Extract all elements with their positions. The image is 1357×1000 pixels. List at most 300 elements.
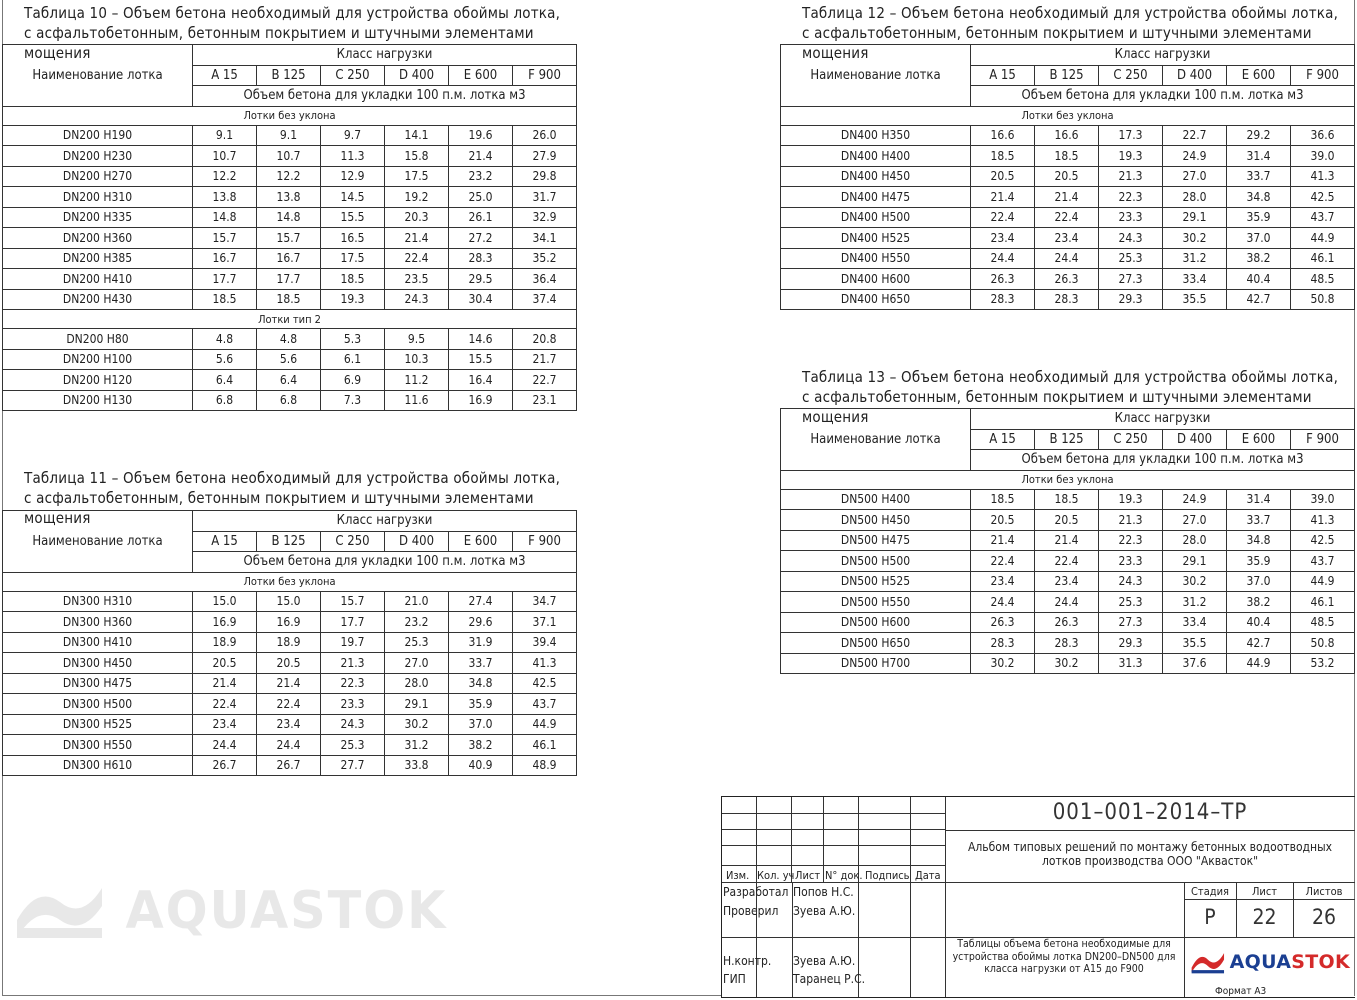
row-value: 22.4 [257, 694, 321, 715]
aquastok-wave-icon [12, 880, 107, 942]
row-value: 28.3 [971, 289, 1035, 310]
row-name: DN500 H450 [781, 510, 971, 531]
row-value: 13.8 [257, 187, 321, 208]
row-value: 29.1 [385, 694, 449, 715]
table-row [3, 146, 577, 167]
table-row [781, 146, 1355, 167]
row-value: 31.4 [1227, 146, 1291, 167]
row-value: 27.0 [1163, 166, 1227, 187]
row-value: 32.9 [513, 207, 577, 228]
row-value: 24.4 [193, 735, 257, 756]
table-row [3, 673, 577, 694]
row-value: 35.5 [1163, 289, 1227, 310]
row-value: 50.8 [1291, 633, 1355, 654]
row-value: 14.8 [257, 207, 321, 228]
table-12-caption: Таблица 12 – Объем бетона необходимый для устройства обоймы лотка, с асфальтобетонным, бетонным покрытием и штучными элементами мощения [802, 4, 1339, 62]
table-13 [780, 408, 1355, 674]
row-value: 22.4 [385, 248, 449, 269]
table-10 [2, 44, 577, 411]
column-header-name: Наименование лотка [781, 409, 971, 471]
row-value: 21.0 [385, 591, 449, 612]
table-13-caption: Таблица 13 – Объем бетона необходимый для устройства обоймы лотка, с асфальтобетонным, бетонным покрытием и штучными элементами мощения [802, 368, 1339, 426]
row-value: 5.6 [193, 349, 257, 370]
row-name: DN400 H650 [781, 289, 971, 310]
row-value: 38.2 [449, 735, 513, 756]
row-value: 41.3 [1291, 166, 1355, 187]
logo-text [1230, 951, 1350, 973]
row-value: 40.4 [1227, 612, 1291, 633]
row-name: DN200 H410 [3, 269, 193, 290]
table-row [3, 632, 577, 653]
tb-sheets-label: Листов [1305, 885, 1343, 898]
table-row [3, 289, 577, 310]
row-value: 27.0 [385, 653, 449, 674]
table-10-caption: Таблица 10 – Объем бетона необходимый для устройства обоймы лотка, с асфальтобетонным, бетонным покрытием и штучными элементами мощения [24, 4, 561, 62]
row-value: 21.4 [1035, 530, 1099, 551]
row-value: 36.4 [513, 269, 577, 290]
column-header-class: E 600 [449, 531, 513, 552]
row-value: 34.8 [1227, 530, 1291, 551]
row-value: 6.8 [257, 390, 321, 411]
column-header-class: A 15 [193, 531, 257, 552]
tb-role-developer: Разработал [723, 885, 789, 899]
row-value: 19.3 [1099, 146, 1163, 167]
column-header-class: B 125 [1035, 429, 1099, 450]
row-value: 6.1 [321, 349, 385, 370]
table-row [3, 612, 577, 633]
section-row [781, 470, 1355, 489]
row-value: 37.0 [1227, 571, 1291, 592]
row-value: 38.2 [1227, 248, 1291, 269]
row-name: DN400 H350 [781, 125, 971, 146]
row-name: DN200 H310 [3, 187, 193, 208]
table-row [3, 125, 577, 146]
table-row [781, 530, 1355, 551]
row-value: 19.3 [321, 289, 385, 310]
row-value: 33.8 [385, 755, 449, 776]
row-value: 30.2 [1163, 228, 1227, 249]
row-value: 28.3 [1035, 289, 1099, 310]
row-value: 29.6 [449, 612, 513, 633]
row-value: 35.2 [513, 248, 577, 269]
row-value: 6.4 [257, 370, 321, 391]
row-value: 26.0 [513, 125, 577, 146]
row-value: 21.3 [321, 653, 385, 674]
row-name: DN300 H475 [3, 673, 193, 694]
column-header-volume: Объем бетона для укладки 100 п.м. лотка м3 [971, 450, 1355, 471]
row-value: 33.7 [449, 653, 513, 674]
row-value: 15.0 [257, 591, 321, 612]
row-value: 19.7 [321, 632, 385, 653]
row-value: 31.2 [1163, 248, 1227, 269]
row-value: 23.4 [1035, 571, 1099, 592]
row-value: 23.5 [385, 269, 449, 290]
logo-text-aqua: AQUA [1229, 951, 1292, 973]
row-value: 39.0 [1291, 489, 1355, 510]
row-value: 23.4 [971, 571, 1035, 592]
row-value: 18.5 [321, 269, 385, 290]
row-value: 13.8 [193, 187, 257, 208]
table-12-block [780, 3, 1355, 310]
row-name: DN500 H475 [781, 530, 971, 551]
row-value: 27.4 [449, 591, 513, 612]
row-value: 14.8 [193, 207, 257, 228]
row-value: 22.7 [513, 370, 577, 391]
section-title: Лотки без уклона [781, 470, 1355, 489]
row-value: 30.2 [1035, 653, 1099, 674]
section-row [3, 310, 577, 329]
row-value: 12.9 [321, 166, 385, 187]
row-value: 9.7 [321, 125, 385, 146]
row-value: 22.4 [971, 207, 1035, 228]
row-value: 35.5 [1163, 633, 1227, 654]
row-name: DN400 H450 [781, 166, 971, 187]
row-name: DN500 H525 [781, 571, 971, 592]
column-header-class: B 125 [257, 65, 321, 86]
table-row [3, 390, 577, 411]
table-row [781, 187, 1355, 208]
table-row [3, 591, 577, 612]
row-value: 24.9 [1163, 146, 1227, 167]
row-value: 50.8 [1291, 289, 1355, 310]
tb-col-kol: Кол. уч [757, 869, 795, 882]
row-value: 28.0 [1163, 187, 1227, 208]
table-row [3, 653, 577, 674]
row-value: 26.1 [449, 207, 513, 228]
table-11 [2, 510, 577, 776]
row-name: DN500 H650 [781, 633, 971, 654]
row-value: 46.1 [513, 735, 577, 756]
tb-stage-value: Р [1204, 905, 1216, 929]
tb-role-checker: Проверил [723, 904, 779, 918]
row-name: DN200 H120 [3, 370, 193, 391]
row-name: DN300 H500 [3, 694, 193, 715]
row-value: 21.4 [193, 673, 257, 694]
row-value: 34.1 [513, 228, 577, 249]
section-title: Лотки без уклона [3, 106, 577, 125]
column-header-name: Наименование лотка [3, 45, 193, 107]
row-value: 10.7 [193, 146, 257, 167]
sheet-description: Таблицы объема бетона необходимые для устройства обоймы лотка DN200–DN500 для класса нагрузки от А15 до F900 [952, 938, 1176, 975]
row-name: DN300 H550 [3, 735, 193, 756]
album-title: Альбом типовых решений по монтажу бетонных водоотводных лотков производства ООО "Аквасток" [967, 840, 1332, 868]
row-value: 29.1 [1163, 207, 1227, 228]
row-value: 34.7 [513, 591, 577, 612]
table-row [3, 248, 577, 269]
column-header-class: C 250 [321, 65, 385, 86]
column-header-class: C 250 [321, 531, 385, 552]
row-value: 27.3 [1099, 612, 1163, 633]
section-row [781, 106, 1355, 125]
row-name: DN400 H475 [781, 187, 971, 208]
tb-name-developer: Попов Н.С. [793, 885, 854, 899]
row-value: 48.9 [513, 755, 577, 776]
row-value: 21.4 [971, 187, 1035, 208]
document-number: 001–001–2014–ТР [1052, 800, 1248, 825]
column-header-class: A 15 [971, 429, 1035, 450]
aquastok-logo [1190, 945, 1350, 979]
table-row [781, 248, 1355, 269]
row-name: DN200 H230 [3, 146, 193, 167]
table-row [781, 489, 1355, 510]
column-header-class: D 400 [385, 65, 449, 86]
row-value: 15.8 [385, 146, 449, 167]
aquastok-watermark [12, 876, 456, 946]
row-value: 44.9 [1291, 571, 1355, 592]
row-value: 43.7 [513, 694, 577, 715]
row-name: DN400 H525 [781, 228, 971, 249]
row-value: 27.3 [1099, 269, 1163, 290]
row-value: 10.3 [385, 349, 449, 370]
row-value: 31.9 [449, 632, 513, 653]
row-value: 24.3 [1099, 571, 1163, 592]
column-header-class: E 600 [1227, 429, 1291, 450]
table-row [781, 125, 1355, 146]
row-value: 24.3 [1099, 228, 1163, 249]
row-value: 25.3 [321, 735, 385, 756]
table-row [3, 269, 577, 290]
table-13-block [780, 367, 1355, 674]
row-value: 29.1 [1163, 551, 1227, 572]
row-value: 34.8 [449, 673, 513, 694]
row-value: 15.5 [321, 207, 385, 228]
row-value: 21.4 [385, 228, 449, 249]
row-value: 31.2 [1163, 592, 1227, 613]
table-row [781, 612, 1355, 633]
row-name: DN500 H700 [781, 653, 971, 674]
row-value: 23.3 [1099, 551, 1163, 572]
row-value: 31.7 [513, 187, 577, 208]
row-value: 37.6 [1163, 653, 1227, 674]
row-value: 20.5 [1035, 166, 1099, 187]
tb-role-gip: ГИП [723, 972, 746, 986]
column-header-name: Наименование лотка [781, 45, 971, 107]
table-row [3, 370, 577, 391]
row-value: 6.4 [193, 370, 257, 391]
row-value: 22.7 [1163, 125, 1227, 146]
row-value: 24.3 [385, 289, 449, 310]
row-value: 14.1 [385, 125, 449, 146]
row-name: DN400 H500 [781, 207, 971, 228]
row-value: 24.3 [321, 714, 385, 735]
column-header-class: C 250 [1099, 65, 1163, 86]
row-value: 18.5 [193, 289, 257, 310]
column-header-class: E 600 [449, 65, 513, 86]
row-value: 29.5 [449, 269, 513, 290]
column-header-class: F 900 [513, 65, 577, 86]
row-value: 21.7 [513, 349, 577, 370]
row-value: 27.7 [321, 755, 385, 776]
table-12 [780, 44, 1355, 310]
table-row [781, 207, 1355, 228]
table-10-block [2, 3, 577, 411]
tb-stage-label: Стадия [1191, 885, 1229, 898]
column-header-load-class: Класс нагрузки [971, 45, 1355, 66]
row-value: 18.5 [971, 146, 1035, 167]
section-row [3, 106, 577, 125]
column-header-class: F 900 [1291, 65, 1355, 86]
row-value: 30.2 [385, 714, 449, 735]
table-row [3, 735, 577, 756]
row-value: 12.2 [193, 166, 257, 187]
watermark-text: AQUASTOK [125, 881, 448, 941]
table-row [3, 166, 577, 187]
column-header-class: A 15 [971, 65, 1035, 86]
row-value: 37.0 [449, 714, 513, 735]
column-header-class: B 125 [257, 531, 321, 552]
row-value: 25.3 [1099, 248, 1163, 269]
row-value: 16.7 [257, 248, 321, 269]
column-header-class: C 250 [1099, 429, 1163, 450]
row-value: 19.3 [1099, 489, 1163, 510]
table-row [781, 551, 1355, 572]
row-value: 44.9 [1227, 653, 1291, 674]
row-value: 17.5 [385, 166, 449, 187]
column-header-class: F 900 [513, 531, 577, 552]
row-value: 42.7 [1227, 289, 1291, 310]
row-value: 21.3 [1099, 166, 1163, 187]
table-row [3, 329, 577, 350]
row-value: 11.6 [385, 390, 449, 411]
row-value: 20.5 [971, 166, 1035, 187]
table-row [3, 694, 577, 715]
logo-text-stok: STOK [1291, 951, 1350, 973]
row-value: 21.4 [449, 146, 513, 167]
row-value: 29.2 [1227, 125, 1291, 146]
column-header-class: B 125 [1035, 65, 1099, 86]
row-value: 37.4 [513, 289, 577, 310]
row-value: 21.4 [1035, 187, 1099, 208]
row-value: 11.3 [321, 146, 385, 167]
table-row [781, 166, 1355, 187]
row-value: 37.0 [1227, 228, 1291, 249]
row-value: 29.3 [1099, 289, 1163, 310]
table-row [781, 592, 1355, 613]
row-name: DN300 H310 [3, 591, 193, 612]
row-value: 40.9 [449, 755, 513, 776]
row-value: 23.2 [449, 166, 513, 187]
row-value: 33.7 [1227, 166, 1291, 187]
column-header-load-class: Класс нагрузки [193, 45, 577, 66]
tb-name-checker: Зуева А.Ю. [793, 904, 856, 918]
row-value: 10.7 [257, 146, 321, 167]
section-row [3, 572, 577, 591]
tb-role-normcontrol: Н.контр. [723, 954, 772, 968]
row-value: 20.8 [513, 329, 577, 350]
row-value: 16.4 [449, 370, 513, 391]
table-row [3, 349, 577, 370]
row-value: 22.4 [1035, 551, 1099, 572]
row-value: 22.4 [193, 694, 257, 715]
row-name: DN400 H600 [781, 269, 971, 290]
row-value: 33.4 [1163, 269, 1227, 290]
column-header-name: Наименование лотка [3, 511, 193, 573]
row-value: 20.5 [193, 653, 257, 674]
row-value: 15.5 [449, 349, 513, 370]
section-title: Лотки без уклона [3, 572, 577, 591]
row-value: 35.9 [449, 694, 513, 715]
row-value: 11.2 [385, 370, 449, 391]
row-value: 19.6 [449, 125, 513, 146]
row-value: 18.5 [1035, 489, 1099, 510]
aquastok-logo-icon [1190, 947, 1226, 977]
row-value: 42.5 [1291, 530, 1355, 551]
row-value: 35.9 [1227, 551, 1291, 572]
row-value: 31.4 [1227, 489, 1291, 510]
row-value: 22.4 [971, 551, 1035, 572]
row-value: 23.3 [321, 694, 385, 715]
row-value: 29.3 [1099, 633, 1163, 654]
row-value: 7.3 [321, 390, 385, 411]
row-value: 28.0 [1163, 530, 1227, 551]
row-value: 24.4 [1035, 592, 1099, 613]
row-value: 24.4 [1035, 248, 1099, 269]
row-value: 12.2 [257, 166, 321, 187]
row-value: 31.2 [385, 735, 449, 756]
table-row [3, 187, 577, 208]
row-value: 21.4 [971, 530, 1035, 551]
table-row [781, 228, 1355, 249]
row-value: 4.8 [193, 329, 257, 350]
row-value: 22.3 [1099, 187, 1163, 208]
row-value: 30.2 [971, 653, 1035, 674]
row-value: 17.3 [1099, 125, 1163, 146]
row-value: 15.7 [257, 228, 321, 249]
row-name: DN500 H500 [781, 551, 971, 572]
row-value: 17.5 [321, 248, 385, 269]
row-value: 21.4 [257, 673, 321, 694]
table-row [781, 510, 1355, 531]
row-value: 21.3 [1099, 510, 1163, 531]
row-value: 25.3 [385, 632, 449, 653]
row-value: 26.7 [193, 755, 257, 776]
row-value: 22.3 [1099, 530, 1163, 551]
row-value: 39.4 [513, 632, 577, 653]
row-value: 18.5 [971, 489, 1035, 510]
row-value: 23.2 [385, 612, 449, 633]
row-value: 16.6 [1035, 125, 1099, 146]
row-value: 20.5 [971, 510, 1035, 531]
section-title: Лотки тип 2 [3, 310, 577, 329]
row-value: 33.7 [1227, 510, 1291, 531]
tb-name-normcontrol: Зуева А.Ю. [793, 954, 856, 968]
row-value: 37.1 [513, 612, 577, 633]
table-row [3, 714, 577, 735]
tb-col-izm: Изм. [726, 869, 750, 882]
row-value: 27.0 [1163, 510, 1227, 531]
row-value: 29.8 [513, 166, 577, 187]
row-name: DN300 H360 [3, 612, 193, 633]
row-value: 15.7 [321, 591, 385, 612]
row-name: DN200 H430 [3, 289, 193, 310]
column-header-class: A 15 [193, 65, 257, 86]
row-value: 17.7 [257, 269, 321, 290]
row-value: 9.1 [193, 125, 257, 146]
row-value: 24.9 [1163, 489, 1227, 510]
row-name: DN400 H550 [781, 248, 971, 269]
row-name: DN400 H400 [781, 146, 971, 167]
row-name: DN200 H190 [3, 125, 193, 146]
row-value: 14.6 [449, 329, 513, 350]
row-value: 16.7 [193, 248, 257, 269]
row-value: 4.8 [257, 329, 321, 350]
table-row [781, 653, 1355, 674]
row-value: 23.4 [257, 714, 321, 735]
row-value: 9.1 [257, 125, 321, 146]
tb-sheet-value: 22 [1252, 905, 1277, 929]
row-value: 23.1 [513, 390, 577, 411]
row-name: DN500 H400 [781, 489, 971, 510]
